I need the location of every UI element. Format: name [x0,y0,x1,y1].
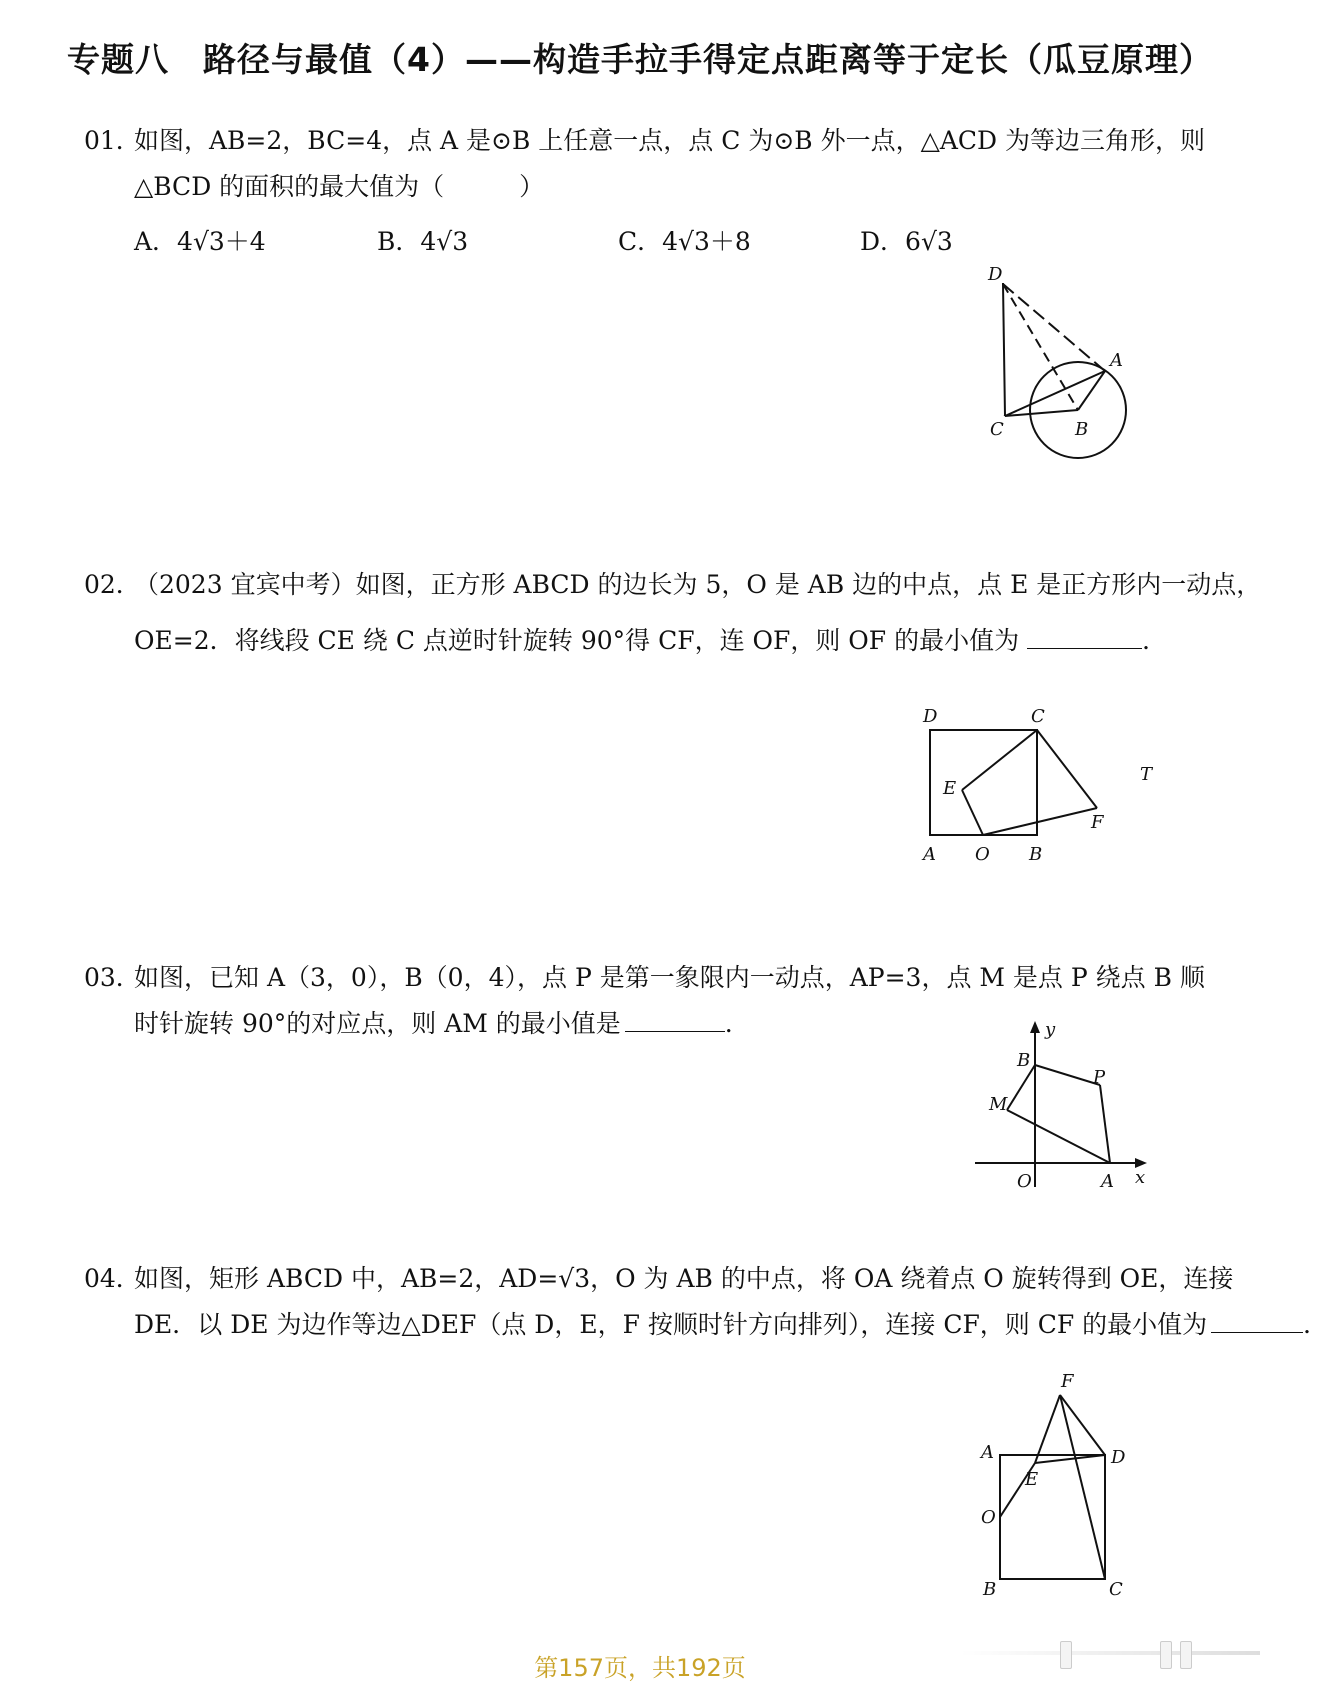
figure-4 [975,1365,1145,1600]
segment-db [1003,284,1078,410]
question-text-line-1: 如图，已知 A（3，0），B（0，4），点 P 是第一象限内一动点，AP=3，点 M 是点 P 绕点 B 顺 [134,963,1205,992]
label-o: O [981,1507,996,1528]
option-a: A．4√3＋4 [134,227,266,256]
label-c: C [1031,706,1045,727]
segment-ma [1007,1110,1110,1163]
label-c: C [1109,1579,1123,1600]
question-text-line-2: OE=2．将线段 CE 绕 C 点逆时针旋转 90°得 CF，连 OF，则 OF 的最小值为 [134,626,1020,655]
answer-blank [625,1001,725,1032]
label-m: M [989,1094,1008,1115]
question-text-line-2: 时针旋转 90°的对应点，则 AM 的最小值是 [134,1009,621,1038]
label-b: B [983,1579,997,1600]
option-d: D．6√3 [860,227,953,256]
question-4 [84,1256,1328,1348]
segment-da [1003,284,1105,371]
label-d: D [1111,1447,1126,1468]
segment-cd [1002,284,1005,416]
label-a: A [1110,350,1123,371]
segment-ce [962,730,1037,790]
segment-pa [1100,1085,1110,1163]
label-a: A [1101,1171,1114,1192]
question-number: 01． [84,126,141,155]
question-text-line-2: △BCD 的面积的最大值为（ ） [134,172,545,201]
answer-blank [1211,1302,1303,1333]
segment-eo [962,790,983,835]
question-number: 03． [84,963,141,992]
segment-ef [1035,1395,1060,1463]
segment-bp [1035,1065,1100,1085]
label-d: D [923,706,938,727]
y-axis-arrow-icon [1030,1021,1040,1033]
label-e: E [943,778,957,799]
label-f: F [1091,812,1104,833]
label-d: D [988,264,1003,285]
label-b: B [1029,844,1043,865]
segment-fc [1060,1395,1105,1579]
label-a: A [981,1442,994,1463]
segment-bm [1007,1065,1035,1110]
label-b: B [1075,419,1089,440]
page-footer: 第157页，共192页 [534,1654,746,1682]
label-t: T [1140,764,1153,785]
option-c: C．4√3＋8 [618,227,751,256]
question-number: 02． [84,570,141,599]
label-a: A [923,844,936,865]
label-x: x [1135,1167,1146,1188]
period: ． [1303,1310,1328,1339]
question-1 [84,118,1214,210]
label-y: y [1045,1019,1056,1040]
question-2 [84,562,1262,664]
label-f: F [1061,1371,1074,1392]
label-e: E [1025,1469,1039,1490]
question-text-line-1: 如图，矩形 ABCD 中，AB=2，AD=√3，O 为 AB 的中点，将 OA 绕着点 O 旋转得到 OE，连接 [134,1264,1234,1293]
option-b: B．4√3 [377,227,469,256]
figure-3 [965,1015,1165,1190]
label-o: O [1017,1171,1032,1192]
segment-cf [1037,730,1097,808]
period: ． [724,1009,750,1038]
segment-of [983,808,1097,835]
question-text-line-2: DE．以 DE 为边作等边△DEF（点 D，E，F 按顺时针方向排列），连接 CF，则 CF 的最小值为 [134,1310,1208,1339]
question-text-line-1: 如图，AB=2，BC=4，点 A 是⊙B 上任意一点，点 C 为⊙B 外一点，△ACD 为等边三角形，则 [134,126,1205,155]
label-b: B [1017,1050,1031,1071]
segment-ed [1035,1455,1105,1463]
label-p: P [1093,1067,1106,1088]
figure-1 [960,264,1160,478]
page-title: 专题八 路径与最值（4）——构造手拉手得定点距离等于定长（瓜豆原理） [67,40,1213,79]
label-o: O [975,844,990,865]
label-c: C [990,419,1004,440]
period: ． [1142,626,1168,655]
question-text-line-1: （2023 宜宾中考）如图，正方形 ABCD 的边长为 5，O 是 AB 边的中点，点 E 是正方形内一动点， [134,570,1262,599]
question-number: 04． [84,1264,141,1293]
figure-2 [905,700,1165,870]
answer-blank [1027,614,1142,649]
